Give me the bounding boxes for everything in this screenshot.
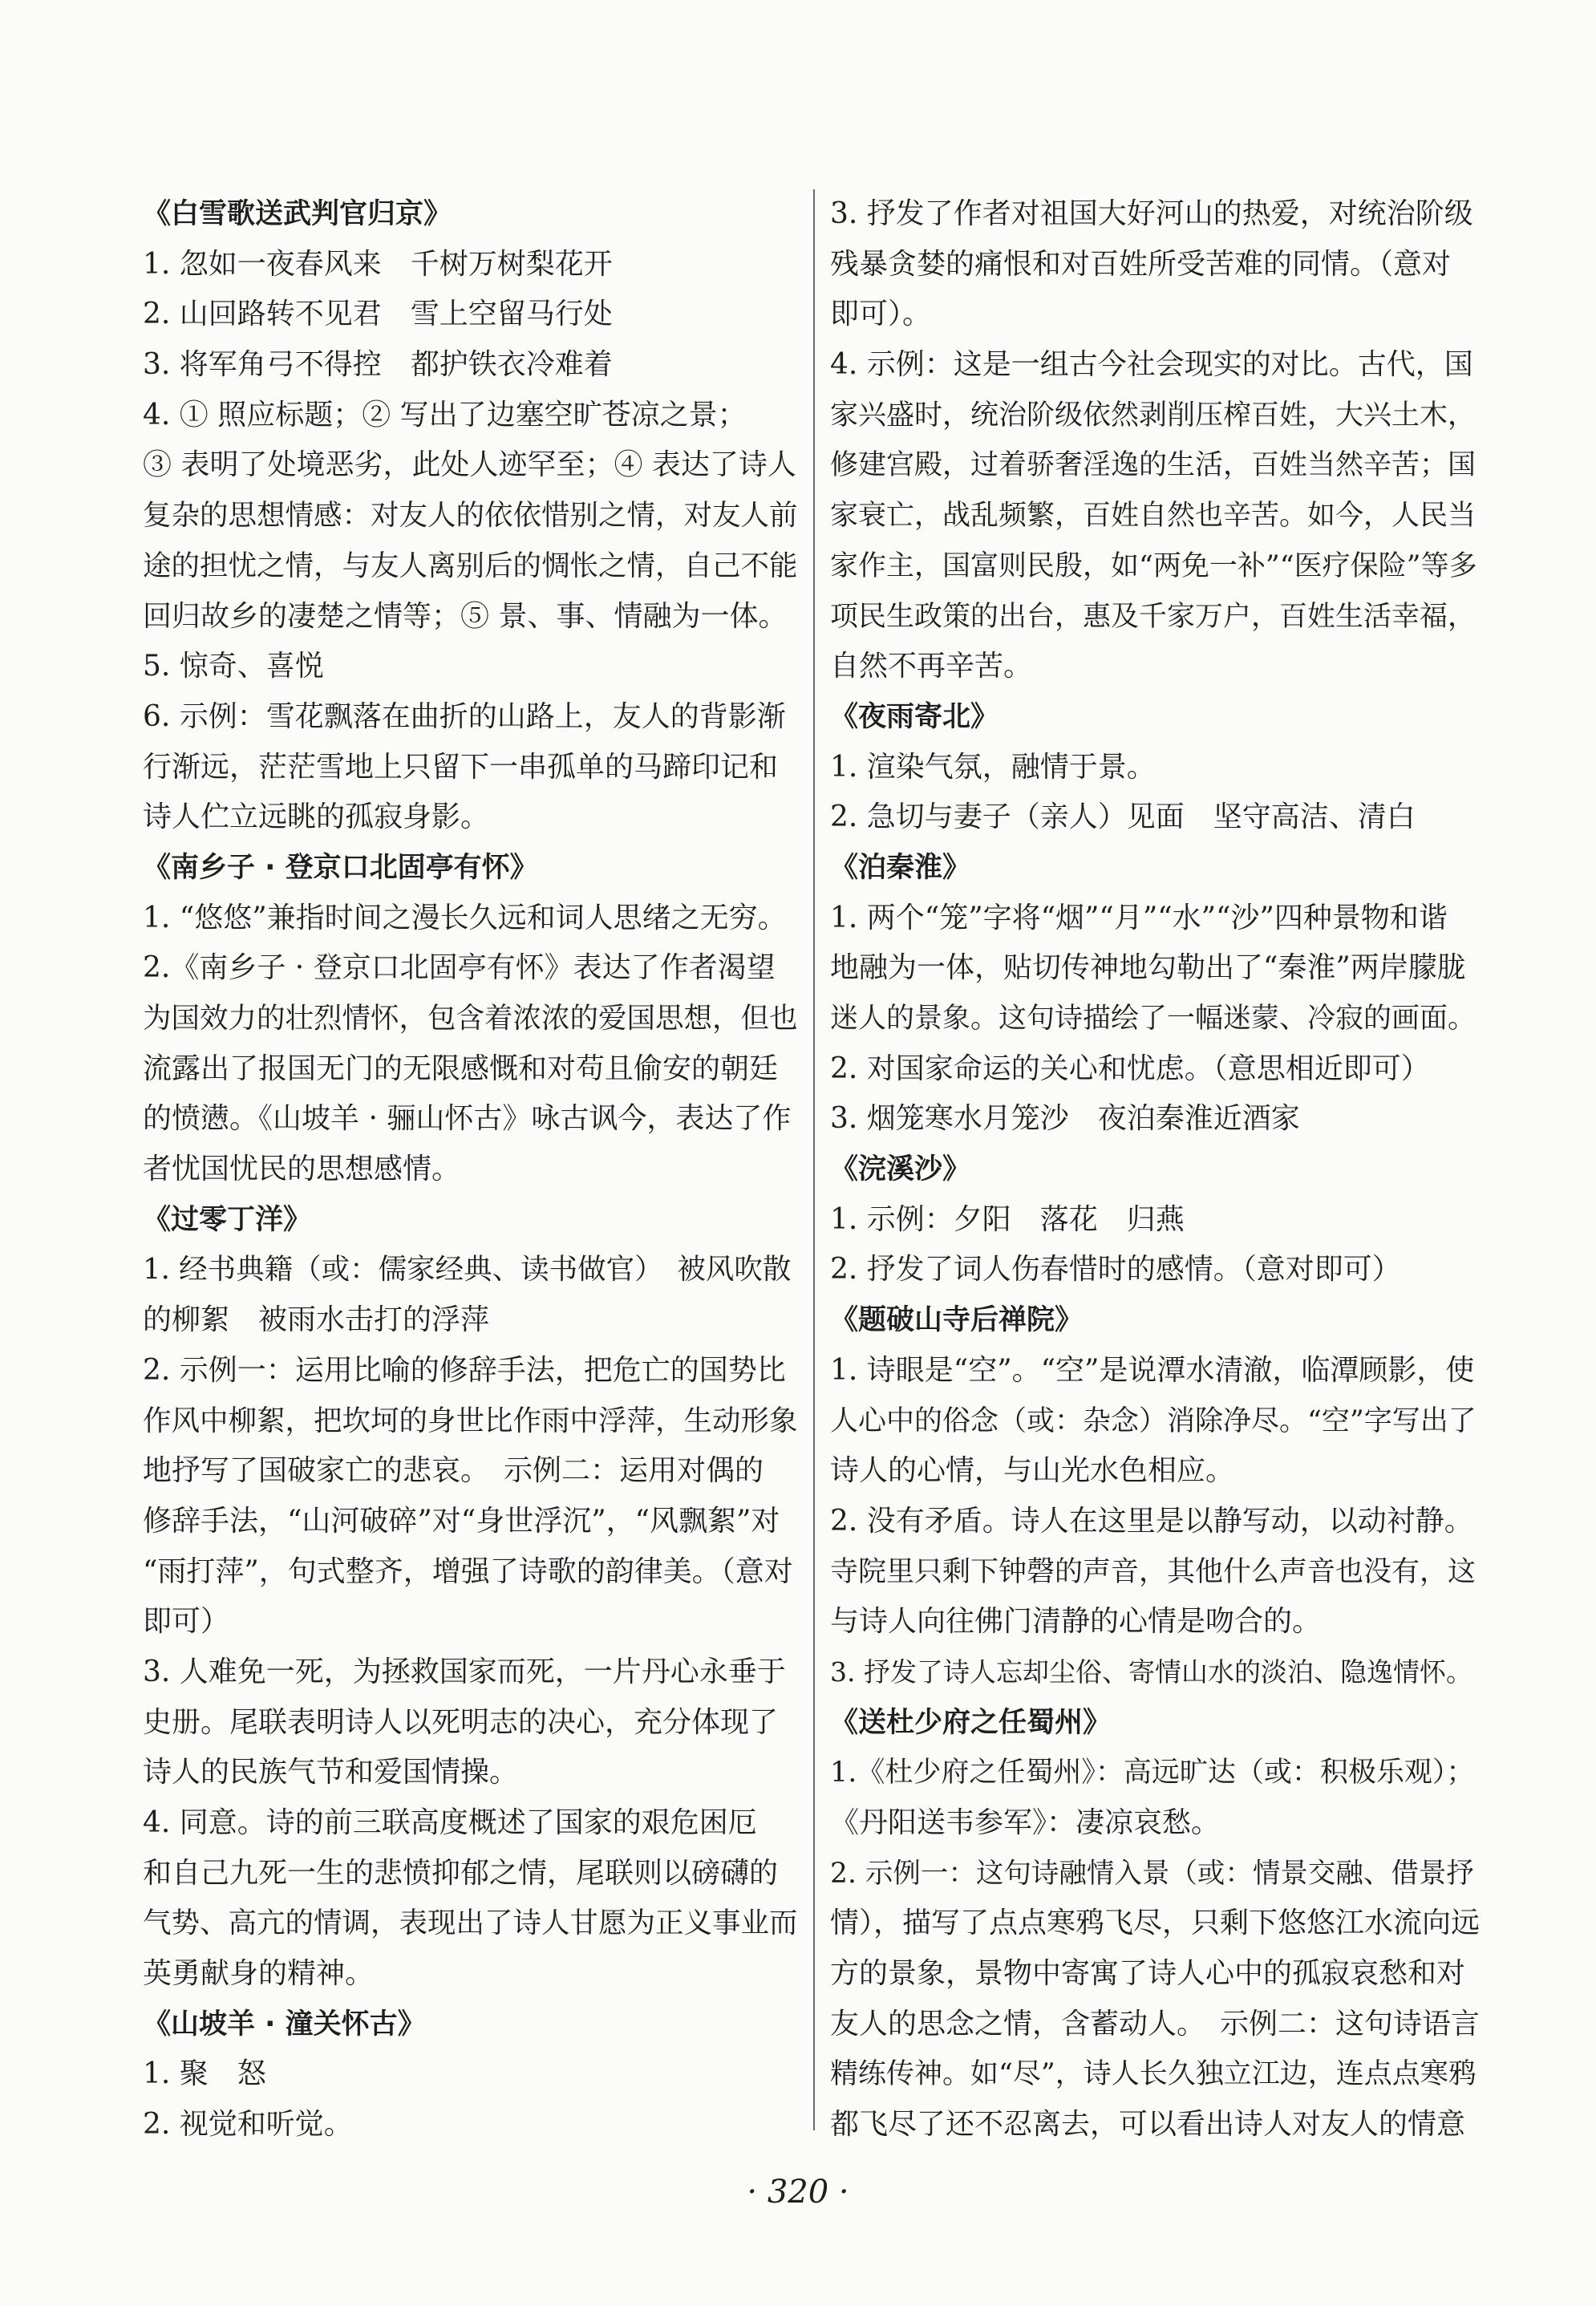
- answer-line: 复杂的思想情感：对友人的依依惜别之情，对友人前: [143, 499, 798, 533]
- answer-line: 即可）: [143, 1605, 230, 1639]
- section-title: 《浣溪沙》: [830, 1153, 971, 1186]
- answer-line: 家衰亡，战乱频繁，百姓自然也辛苦。如今，人民当: [830, 500, 1477, 533]
- answer-line: 3. 抒发了诗人忘却尘俗、寄情山水的淡泊、隐逸情怀。: [830, 1656, 1472, 1688]
- answer-line: 和自己九死一生的悲愤抑郁之情，尾联则以磅礴的: [143, 1856, 779, 1890]
- right-column: [830, 189, 1480, 2150]
- answer-line: 2. 没有矛盾。诗人在这里是以静写动，以动衬静。: [830, 1504, 1473, 1538]
- answer-line: 即可）。: [830, 298, 932, 331]
- answer-line: 诗人的民族气节和爱国情操。: [143, 1756, 519, 1789]
- answer-line: 1. 经书典籍（或：儒家经典、读书做官） 被风吹散: [143, 1253, 792, 1287]
- answer-line: 3. 抒发了作者对祖国大好河山的热爱，对统治阶级: [830, 197, 1473, 230]
- answer-line: 项民生政策的出台，惠及千家万户，百姓生活幸福，: [830, 600, 1477, 633]
- answer-line: 2. 示例一：这句诗融情入景（或：情景交融、借景抒: [830, 1857, 1474, 1890]
- answer-line: 修辞手法，“山河破碎”对“身世浮沉”，“风飘絮”对: [143, 1504, 780, 1538]
- answer-line: 3. 将军角弓不得控 都护铁衣冷难着: [143, 348, 613, 382]
- left-column: [143, 189, 799, 2150]
- answer-line: 4. 示例：这是一组古今社会现实的对比。古代，国: [830, 348, 1473, 382]
- answer-line: 情），描写了点点寒鸦飞尽，只剩下悠悠江水流向远: [830, 1907, 1481, 1940]
- answer-line: 1. 聚 怒: [143, 2057, 266, 2091]
- answer-line: 地抒写了国破家亡的悲哀。 示例二：运用对偶的: [143, 1454, 764, 1488]
- answer-line: 地融为一体，贴切传神地勾勒出了“秦淮”两岸朦胧: [830, 951, 1466, 985]
- answer-line: 1. 两个“笼”字将“烟”“月”“水”“沙”四种景物和谐: [830, 901, 1448, 934]
- section-title: 《过零丁洋》: [143, 1203, 312, 1236]
- column-divider: [813, 189, 815, 2130]
- answer-line: 6. 示例：雪花飘落在曲折的山路上，友人的背影渐: [143, 699, 786, 733]
- answer-line: 气势、高亢的情调，表现出了诗人甘愿为正义事业而: [143, 1907, 798, 1940]
- answer-line: 2.《南乡子 · 登京口北固亭有怀》表达了作者渴望: [143, 951, 776, 985]
- answer-line: 残暴贪婪的痛恨和对百姓所受苦难的同情。（意对: [830, 247, 1452, 281]
- answer-line: 寺院里只剩下钟磬的声音，其他什么声音也没有，这: [830, 1555, 1477, 1588]
- section-title: 《送杜少府之任蜀州》: [830, 1706, 1112, 1739]
- answer-line: 迷人的景象。这句诗描绘了一幅迷蒙、冷寂的画面。: [830, 1003, 1477, 1035]
- answer-line: 4. 同意。诗的前三联高度概述了国家的艰危困厄: [143, 1806, 757, 1839]
- answer-line: 1.《杜少府之任蜀州》：高远旷达（或：积极乐观）；: [830, 1757, 1475, 1789]
- answer-line: 《丹阳送韦参军》：凄凉哀愁。: [830, 1806, 1221, 1839]
- answer-line: 1. “悠悠”兼指时间之漫长久远和词人思绪之无穷。: [143, 901, 787, 934]
- answer-line: 友人的思念之情，含蓄动人。 示例二：这句诗语言: [830, 2007, 1481, 2041]
- answer-line: 精练传神。如“尽”，诗人长久独立江边，连点点寒鸦: [830, 2058, 1477, 2091]
- section-title: 《泊秦淮》: [830, 851, 971, 884]
- answer-line: 自然不再辛苦。: [830, 650, 1033, 683]
- section-title: 《南乡子 · 登京口北固亭有怀》: [143, 851, 538, 884]
- page-number: · 320 ·: [747, 2174, 849, 2211]
- answer-line: 5. 惊奇、喜悦: [143, 650, 324, 683]
- answer-line: 途的担忧之情，与友人离别后的惆怅之情，自己不能: [143, 549, 798, 582]
- answer-line: 的柳絮 被雨水击打的浮萍: [143, 1303, 490, 1337]
- answer-line: 2. 对国家命运的关心和忧虑。（意思相近即可）: [830, 1052, 1430, 1085]
- answer-line: 2. 示例一：运用比喻的修辞手法，把危亡的国势比: [143, 1353, 786, 1387]
- section-title: 《山坡羊 · 潼关怀古》: [143, 2008, 426, 2041]
- answer-line: 与诗人向往佛门清静的心情是吻合的。: [830, 1605, 1322, 1639]
- answer-line: 1. 示例：夕阳 落花 归燕: [830, 1202, 1185, 1236]
- answer-line: 3. 人难免一死，为拯救国家而死，一片丹心永垂于: [143, 1655, 786, 1688]
- answer-line: 1. 诗眼是“空”。“空”是说潭水清澈，临潭顾影，使: [830, 1353, 1475, 1387]
- answer-line: 诗人伫立远眺的孤寂身影。: [143, 800, 490, 834]
- answer-line: 2. 急切与妻子（亲人）见面 坚守高洁、清白: [830, 800, 1416, 834]
- answer-line: 诗人的心情，与山光水色相应。: [830, 1454, 1235, 1488]
- answer-line: 史册。尾联表明诗人以死明志的决心，充分体现了: [143, 1705, 779, 1739]
- section-title: 《白雪歌送武判官归京》: [143, 198, 452, 230]
- answer-line: 英勇献身的精神。: [143, 1957, 375, 1991]
- answer-line: 2. 视觉和听觉。: [143, 2108, 353, 2142]
- answer-line: 都飞尽了还不忍离去，可以看出诗人对友人的情意: [830, 2108, 1466, 2142]
- answer-line: 3. 烟笼寒水月笼沙 夜泊秦淮近酒家: [830, 1102, 1300, 1136]
- answer-line: 者忧国忧民的思想感情。: [143, 1153, 461, 1186]
- answer-line: 修建宫殿，过着骄奢淫逸的生活，百姓当然辛苦；国: [830, 449, 1477, 482]
- answer-line: 2. 山回路转不见君 雪上空留马行处: [143, 298, 613, 331]
- answer-line: 1. 忽如一夜春风来 千树万树梨花开: [143, 247, 613, 281]
- answer-line: 的愤懑。《山坡羊 · 骊山怀古》咏古讽今，表达了作: [143, 1102, 792, 1136]
- answer-line: 方的景象，景物中寄寓了诗人心中的孤寂哀愁和对: [830, 1957, 1466, 1991]
- answer-line: 4. ① 照应标题；② 写出了边塞空旷苍凉之景；: [143, 398, 747, 432]
- answer-line: 回归故乡的凄楚之情等；⑤ 景、事、情融为一体。: [143, 599, 788, 633]
- section-title: 《题破山寺后禅院》: [830, 1304, 1084, 1337]
- section-title: 《夜雨寄北》: [830, 700, 999, 733]
- answer-line: 人心中的俗念（或：杂念）消除净尽。“空”字写出了: [830, 1404, 1477, 1437]
- answer-line: 家作主，国富则民殷，如“两免一补”“医疗保险”等多: [830, 549, 1477, 582]
- answer-line: 行渐远，茫茫雪地上只留下一串孤单的马蹄印记和: [143, 750, 779, 784]
- answer-line: “雨打萍”，句式整齐，增强了诗歌的韵律美。（意对: [143, 1554, 793, 1588]
- answer-line: 流露出了报国无门的无限感慨和对苟且偷安的朝廷: [143, 1052, 779, 1085]
- answer-line: ③ 表明了处境恶劣，此处人迹罕至；④ 表达了诗人: [143, 448, 796, 482]
- answer-line: 2. 抒发了词人伤春惜时的感情。（意对即可）: [830, 1253, 1401, 1287]
- answer-line: 1. 渲染气氛，融情于景。: [830, 750, 1156, 784]
- answer-line: 作风中柳絮，把坎坷的身世比作雨中浮萍，生动形象: [143, 1404, 798, 1437]
- answer-line: 为国效力的壮烈情怀，包含着浓浓的爱国思想，但也: [143, 1002, 798, 1035]
- answer-line: 家兴盛时，统治阶级依然剥削压榨百姓，大兴土木，: [830, 399, 1477, 432]
